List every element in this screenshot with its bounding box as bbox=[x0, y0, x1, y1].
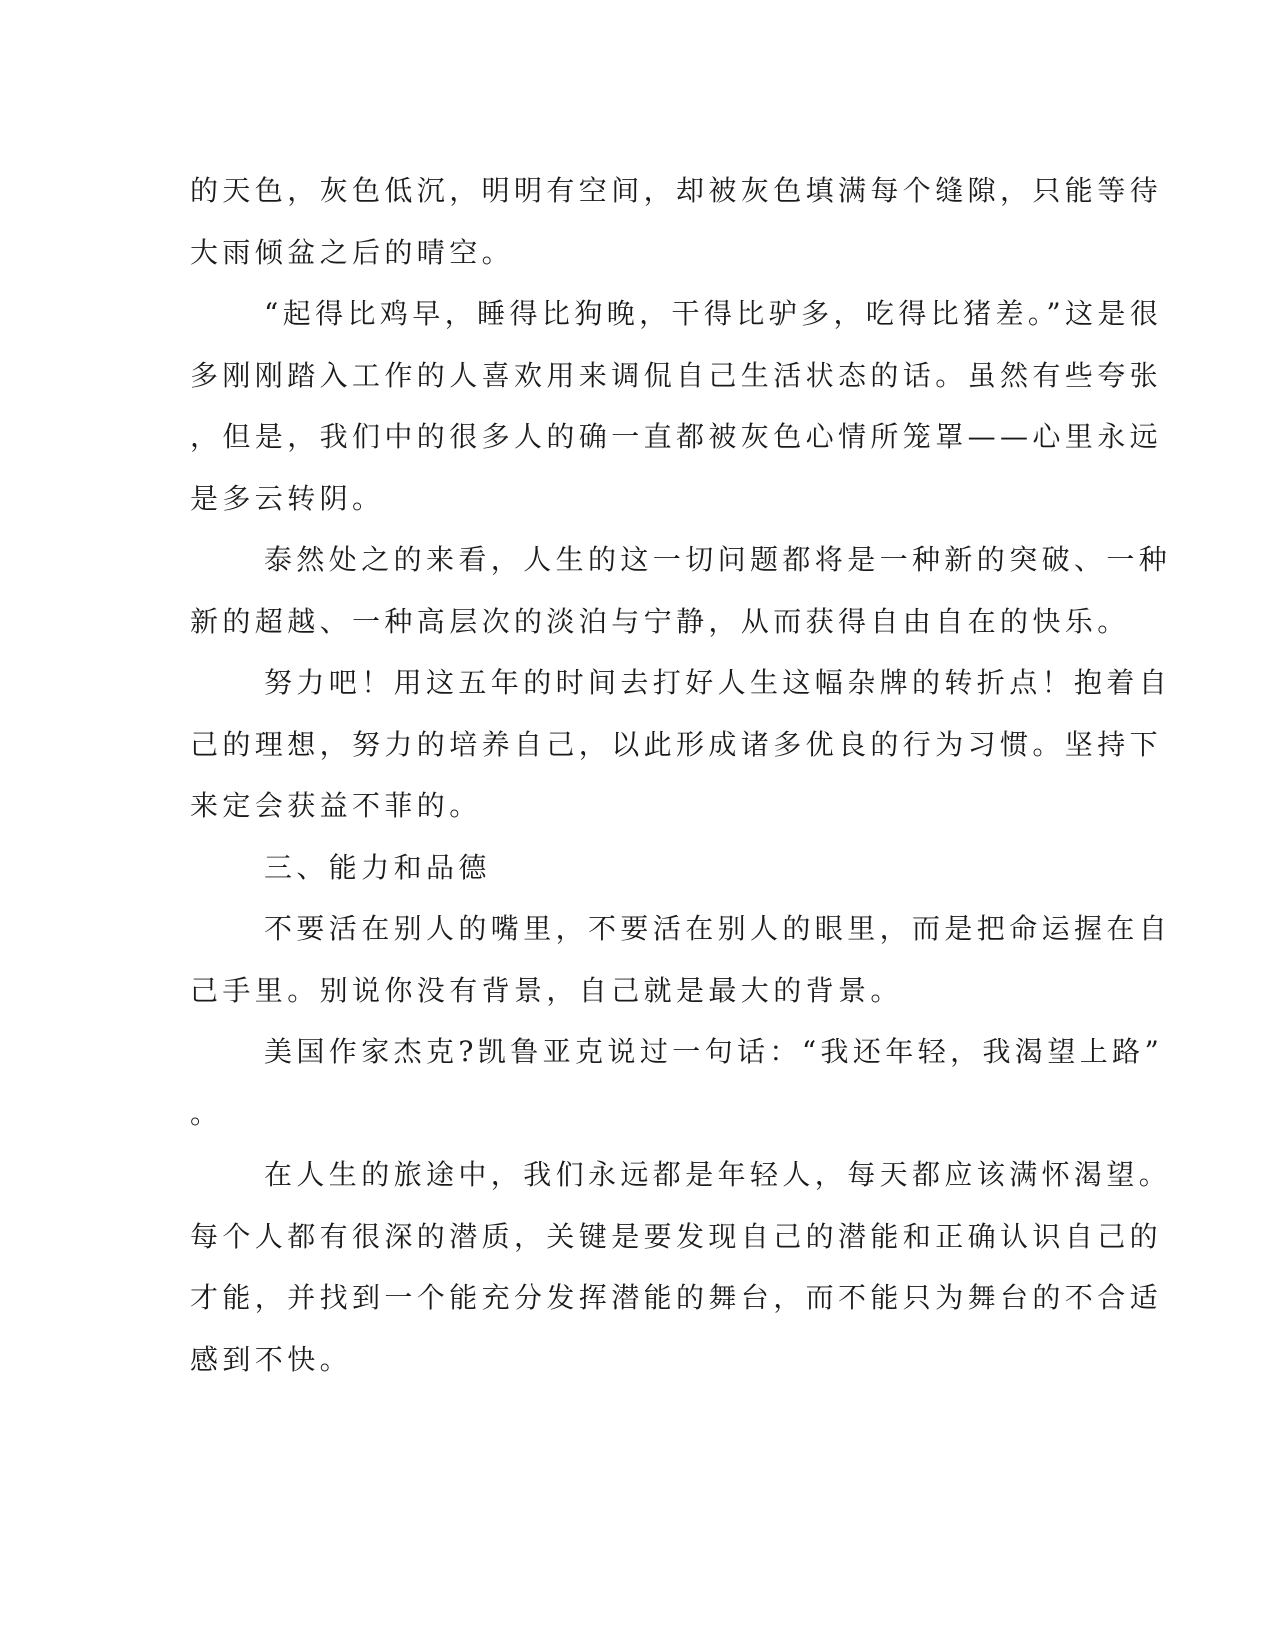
text-line: 在人生的旅途中，我们永远都是年轻人，每天都应该满怀渴望。 bbox=[264, 1158, 1172, 1191]
text-line: 才能，并找到一个能充分发挥潜能的舞台，而不能只为舞台的不合适 bbox=[190, 1281, 1163, 1314]
text-line: 己手里。别说你没有背景，自己就是最大的背景。 bbox=[190, 973, 903, 1007]
text-line: 新的超越、一种高层次的淡泊与宁静，从而获得自由自在的快乐。 bbox=[190, 604, 1130, 638]
text-line: 不要活在别人的嘴里，不要活在别人的眼里，而是把命运握在自 bbox=[264, 912, 1172, 945]
text-line: 努力吧！用这五年的时间去打好人生这幅杂牌的转折点！抱着自 bbox=[264, 666, 1172, 699]
text-line: “起得比鸡早，睡得比狗晚，干得比驴多，吃得比猪差。”这是很 bbox=[264, 297, 1163, 330]
text-line: 的天色，灰色低沉，明明有空间，却被灰色填满每个缝隙，只能等待 bbox=[190, 174, 1163, 207]
text-line: 己的理想，努力的培养自己，以此形成诸多优良的行为习惯。坚持下 bbox=[190, 727, 1163, 761]
text-line: 来定会获益不菲的。 bbox=[190, 789, 482, 822]
document-body bbox=[190, 160, 1172, 1390]
text-line: 多刚刚踏入工作的人喜欢用来调侃自己生活状态的话。虽然有些夸张 bbox=[190, 358, 1163, 392]
section-heading: 三、能力和品德 bbox=[264, 850, 491, 884]
text-line: 。 bbox=[190, 1096, 223, 1130]
text-line: 美国作家杰克?凯鲁亚克说过一句话：“我还年轻，我渴望上路” bbox=[264, 1035, 1164, 1068]
text-line: 是多云转阴。 bbox=[190, 481, 385, 515]
text-line: 每个人都有很深的潜质，关键是要发现自己的潜能和正确认识自己的 bbox=[190, 1219, 1163, 1253]
text-line: 泰然处之的来看，人生的这一切问题都将是一种新的突破、一种 bbox=[264, 543, 1172, 576]
text-line: 感到不快。 bbox=[190, 1342, 353, 1376]
text-line: ，但是，我们中的很多人的确一直都被灰色心情所笼罩——心里永远 bbox=[190, 420, 1163, 453]
text-line: 大雨倾盆之后的晴空。 bbox=[190, 235, 515, 269]
